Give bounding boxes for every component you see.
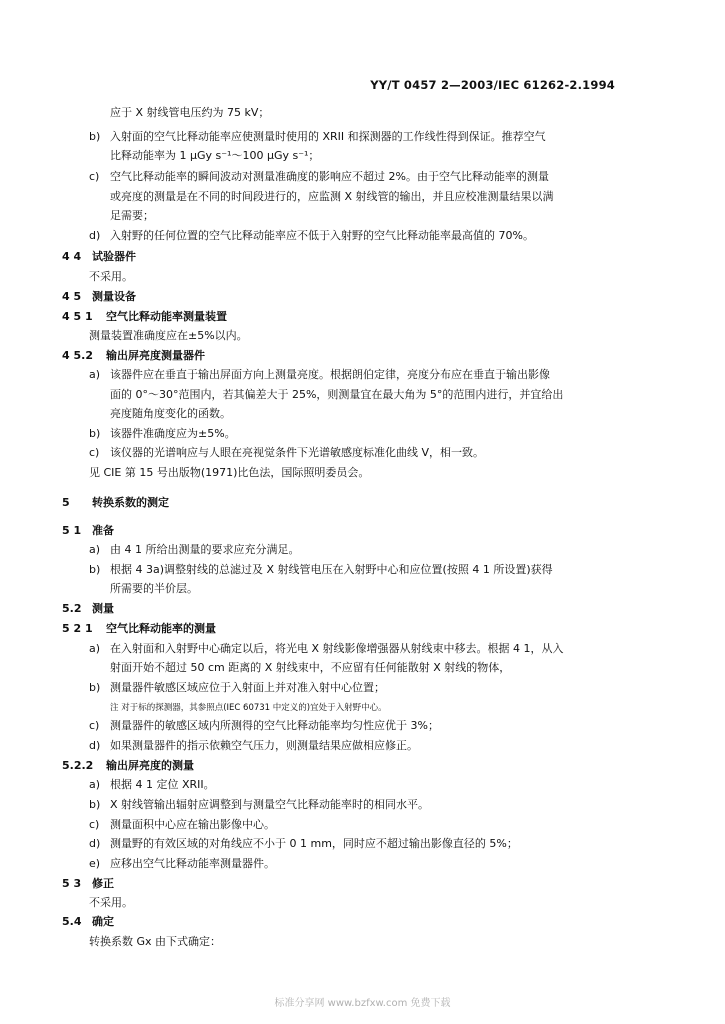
list-marker: c) bbox=[89, 719, 100, 732]
section-heading: 测量 bbox=[92, 602, 114, 615]
list-item-text: 比释动能率为 1 μGy s⁻¹～100 μGy s⁻¹； bbox=[110, 149, 320, 162]
list-item-text: 足需要； bbox=[110, 209, 154, 222]
section-heading: 输出屏亮度的测量 bbox=[106, 759, 194, 772]
list-marker: b) bbox=[89, 563, 101, 576]
list-marker: b) bbox=[89, 798, 101, 811]
section-number: 4 4 bbox=[62, 250, 82, 263]
section-heading: 输出屏亮度测量器件 bbox=[106, 349, 205, 362]
list-marker: a) bbox=[89, 543, 101, 556]
list-marker: c) bbox=[89, 818, 100, 831]
paragraph: 测量装置准确度应在±5%以内。 bbox=[89, 329, 248, 342]
list-marker: a) bbox=[89, 368, 101, 381]
list-item-text: 应移出空气比释动能率测量器件。 bbox=[110, 857, 275, 870]
paragraph: 见 CIE 第 15 号出版物(1971)比色法，国际照明委员会。 bbox=[89, 466, 370, 479]
paragraph: 不采用。 bbox=[89, 896, 133, 909]
section-number: 5 1 bbox=[62, 524, 82, 537]
list-item-text: 该器件准确度应为±5%。 bbox=[110, 427, 236, 440]
list-item-text: 所需要的半价层。 bbox=[110, 582, 198, 595]
list-item-text: 或亮度的测量是在不同的时间段进行的，应监测 X 射线管的输出，并且应校准测量结果以满 bbox=[110, 190, 554, 203]
section-number: 5 bbox=[62, 496, 70, 509]
standard-number-header: YY/T 0457 2—2003/IEC 61262-2.1994 bbox=[370, 78, 615, 92]
list-item-text: 面的 0°～30°范围内，若其偏差大于 25%，则测量宜在最大角为 5°的范围内进行，并宜给出 bbox=[110, 388, 564, 401]
list-item-text: 根据 4 1 定位 XRII。 bbox=[110, 778, 215, 791]
list-item-text: 如果测量器件的指示依赖空气压力，则测量结果应做相应修正。 bbox=[110, 739, 418, 752]
section-number: 4 5 1 bbox=[62, 310, 93, 323]
watermark-footer: 标准分享网 www.bzfxw.com 免费下载 bbox=[274, 998, 451, 1009]
list-item-text: 射面开始不超过 50 cm 距离的 X 射线束中，不应留有任何能散射 X 射线的物体， bbox=[110, 661, 511, 674]
section-number: 5.2 bbox=[62, 602, 82, 615]
list-marker: a) bbox=[89, 778, 101, 791]
section-number: 4 5 bbox=[62, 290, 82, 303]
list-marker: b) bbox=[89, 427, 101, 440]
list-item-text: 亮度随角度变化的函数。 bbox=[110, 407, 231, 420]
section-heading: 测量设备 bbox=[92, 290, 136, 303]
section-number: 4 5.2 bbox=[62, 349, 93, 362]
list-item-text: 测量野的有效区域的对角线应不小于 0 1 mm，同时应不超过输出影像直径的 5%； bbox=[110, 837, 518, 850]
section-heading: 转换系数的测定 bbox=[92, 496, 169, 509]
list-marker: a) bbox=[89, 642, 101, 655]
list-marker: c) bbox=[89, 170, 100, 183]
list-marker: c) bbox=[89, 446, 100, 459]
list-item-text: 应于 X 射线管电压约为 75 kV； bbox=[110, 106, 270, 119]
section-number: 5.4 bbox=[62, 915, 82, 928]
section-heading: 试验器件 bbox=[92, 250, 136, 263]
list-item-text: 测量面积中心应在输出影像中心。 bbox=[110, 818, 275, 831]
list-item-text: 由 4 1 所给出测量的要求应充分满足。 bbox=[110, 543, 300, 556]
list-marker: e) bbox=[89, 857, 101, 870]
section-number: 5 3 bbox=[62, 877, 82, 890]
list-marker: b) bbox=[89, 130, 101, 143]
paragraph: 不采用。 bbox=[89, 270, 133, 283]
paragraph: 转换系数 Gx 由下式确定： bbox=[89, 935, 222, 948]
section-heading: 空气比释动能率的测量 bbox=[106, 622, 216, 635]
section-number: 5 2 1 bbox=[62, 622, 93, 635]
list-item-text: 入射面的空气比释动能率应使测量时使用的 XRII 和探测器的工作线性得到保证。推荐空气 bbox=[110, 130, 546, 143]
list-item-text: 空气比释动能率的瞬间波动对测量准确度的影响应不超过 2%。由于空气比释动能率的测量 bbox=[110, 170, 549, 183]
list-marker: d) bbox=[89, 837, 101, 850]
list-item-text: 该仪器的光谱响应与人眼在亮视觉条件下光谱敏感度标准化曲线 V，相一致。 bbox=[110, 446, 485, 459]
list-marker: b) bbox=[89, 681, 101, 694]
list-item-text: X 射线管输出辐射应调整到与测量空气比释动能率时的相同水平。 bbox=[110, 798, 430, 811]
section-heading: 修正 bbox=[92, 877, 114, 890]
list-marker: d) bbox=[89, 739, 101, 752]
list-item-text: 根据 4 3a)调整射线的总滤过及 X 射线管电压在入射野中心和应位置(按照 4 1 所设置)获得 bbox=[110, 563, 553, 576]
list-item-text: 该器件应在垂直于输出屏面方向上测量亮度。根据朗伯定律，亮度分布应在垂直于输出影像 bbox=[110, 368, 550, 381]
list-marker: d) bbox=[89, 229, 101, 242]
list-item-text: 入射野的任何位置的空气比释动能率应不低于入射野的空气比释动能率最高值的 70%。 bbox=[110, 229, 534, 242]
list-item-text: 在入射面和入射野中心确定以后，将光电 X 射线影像增强器从射线束中移去。根据 4 1，从入 bbox=[110, 642, 564, 655]
note-text: 注 对于标的探测器，其参照点(IEC 60731 中定义的)宜处于入射野中心。 bbox=[110, 703, 387, 713]
list-item-text: 测量器件的敏感区域内所测得的空气比释动能率均匀性应优于 3%； bbox=[110, 719, 439, 732]
section-heading: 准备 bbox=[92, 524, 114, 537]
section-number: 5.2.2 bbox=[62, 759, 94, 772]
section-heading: 空气比释动能率测量装置 bbox=[106, 310, 227, 323]
section-heading: 确定 bbox=[92, 915, 114, 928]
list-item-text: 测量器件敏感区域应位于入射面上并对准入射中心位置； bbox=[110, 681, 385, 694]
